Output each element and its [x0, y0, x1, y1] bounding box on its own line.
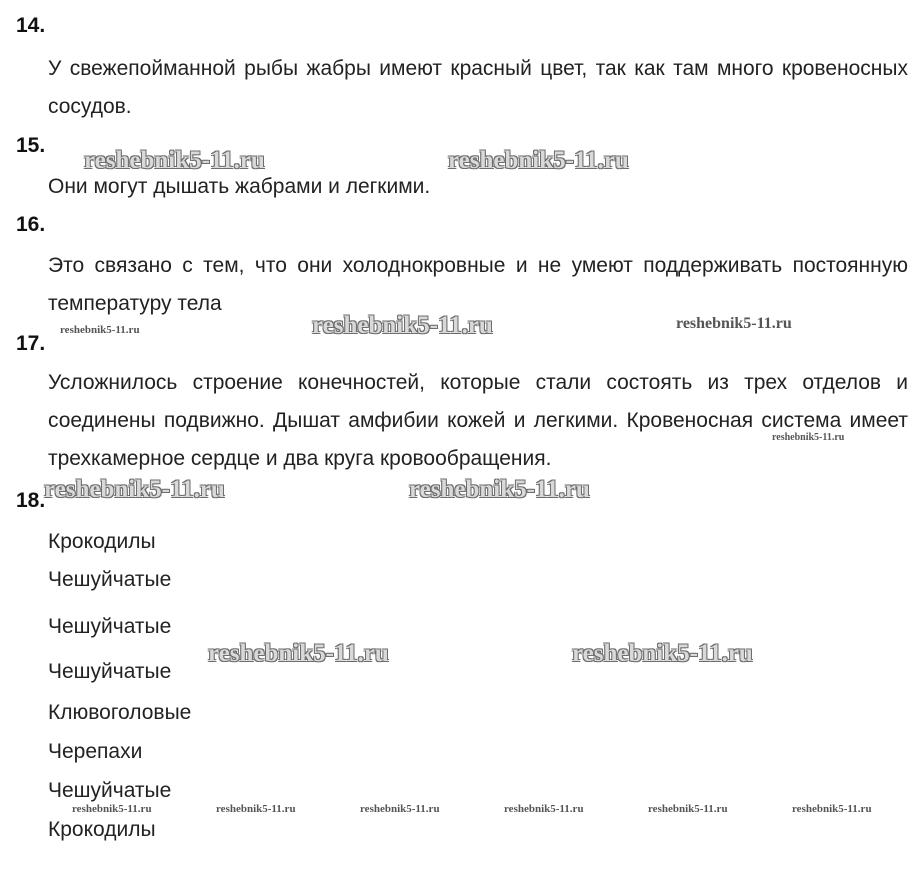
watermark: reshebnik5-11.ru: [208, 640, 389, 667]
list-item: Чешуйчатые: [48, 568, 172, 591]
answer-14: У свежепойманной рыбы жабры имеют красный цвет, так как там много кровеносных сосудов.: [48, 57, 908, 118]
watermark: reshebnik5-11.ru: [216, 803, 296, 815]
list-item: Чешуйчатые: [48, 660, 172, 683]
list-item: Черепахи: [48, 740, 143, 763]
watermark: reshebnik5-11.ru: [84, 147, 265, 174]
watermark: reshebnik5-11.ru: [504, 803, 584, 815]
list-item: Клювоголовые: [48, 701, 192, 724]
watermark: reshebnik5-11.ru: [60, 324, 140, 336]
watermark: reshebnik5-11.ru: [772, 432, 845, 443]
watermark: reshebnik5-11.ru: [409, 476, 590, 503]
question-number-18: 18.: [16, 489, 46, 512]
list-item: Чешуйчатые: [48, 615, 172, 638]
question-number-16: 16.: [16, 213, 46, 236]
question-number-17: 17.: [16, 332, 46, 355]
watermark: reshebnik5-11.ru: [448, 147, 629, 174]
answer-17: Усложнилось строение конечностей, которые стали состоять из трех отделов и соединены подвижно. Дышат амфибии кожей и легкими. Кровеносная система имеет трехкамерное сердце и два круга кровообращения.: [48, 371, 908, 470]
watermark: reshebnik5-11.ru: [572, 640, 753, 667]
question-number-15: 15.: [16, 134, 46, 157]
answer-15: Они могут дышать жабрами и легкими.: [48, 175, 431, 198]
watermark: reshebnik5-11.ru: [360, 803, 440, 815]
list-item: Чешуйчатые: [48, 779, 172, 802]
list-item: Крокодилы: [48, 818, 156, 841]
watermark: reshebnik5-11.ru: [312, 312, 493, 339]
answer-16: Это связано с тем, что они холоднокровные и не умеют поддерживать постоянную температуру тела: [48, 254, 908, 315]
watermark: reshebnik5-11.ru: [792, 803, 872, 815]
list-item: Крокодилы: [48, 530, 156, 553]
watermark: reshebnik5-11.ru: [72, 803, 152, 815]
watermark: reshebnik5-11.ru: [648, 803, 728, 815]
watermark: reshebnik5-11.ru: [676, 315, 792, 332]
question-number-14: 14.: [16, 14, 46, 37]
watermark: reshebnik5-11.ru: [44, 476, 225, 503]
